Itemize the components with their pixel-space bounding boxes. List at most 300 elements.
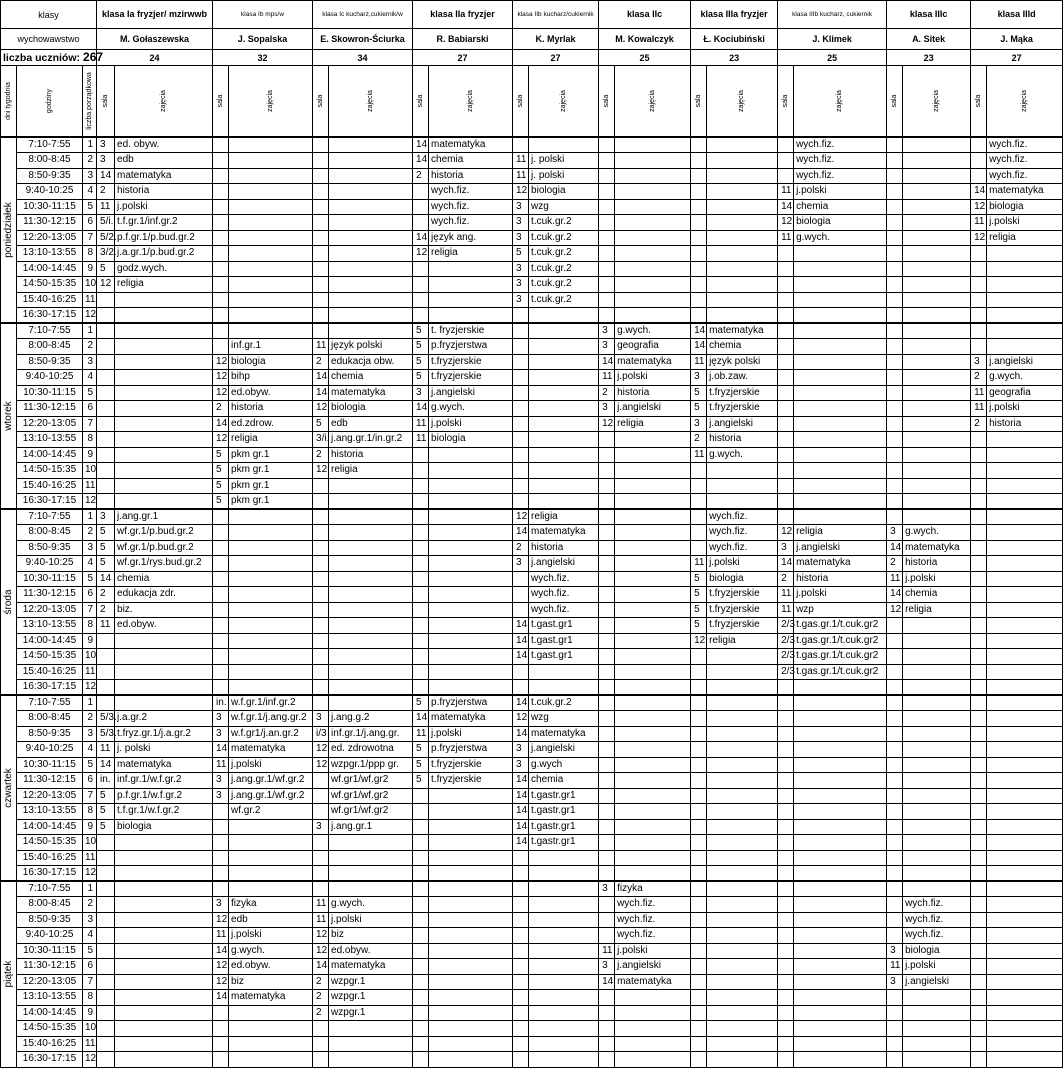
room <box>599 788 615 804</box>
subject <box>615 1005 691 1021</box>
room <box>213 153 229 169</box>
subject <box>794 897 887 913</box>
room <box>887 230 903 246</box>
subject <box>229 277 313 293</box>
subject: t.gas.gr.1/t.cuk.gr2 <box>794 649 887 665</box>
room <box>778 246 794 262</box>
room: 2 <box>413 168 429 184</box>
subject <box>794 850 887 866</box>
room <box>97 478 115 494</box>
subject: t.cuk.gr.2 <box>529 695 599 711</box>
lesson-number: 11 <box>83 1036 97 1052</box>
subject <box>429 1021 513 1037</box>
room <box>313 509 329 525</box>
room <box>778 261 794 277</box>
lesson-number: 8 <box>83 246 97 262</box>
subject: wych.fiz. <box>794 137 887 153</box>
subject <box>615 1021 691 1037</box>
lesson-hours: 14:50-15:35 <box>17 277 83 293</box>
subject: biologia <box>329 401 413 417</box>
subject <box>903 416 971 432</box>
subject <box>615 835 691 851</box>
lesson-hours: 12:20-13:05 <box>17 788 83 804</box>
room: 3 <box>313 819 329 835</box>
room <box>971 773 987 789</box>
lesson-hours: 7:10-7:55 <box>17 881 83 897</box>
room <box>513 463 529 479</box>
lesson-number: 7 <box>83 974 97 990</box>
room <box>513 866 529 882</box>
room <box>599 819 615 835</box>
room <box>887 184 903 200</box>
table-row <box>1 370 1063 386</box>
room <box>313 788 329 804</box>
lesson-number: 6 <box>83 959 97 975</box>
lesson-hours: 12:20-13:05 <box>17 230 83 246</box>
room <box>887 401 903 417</box>
subject <box>115 478 213 494</box>
room <box>691 540 707 556</box>
subject <box>707 292 778 308</box>
lesson-hours: 11:30-12:15 <box>17 773 83 789</box>
subject <box>429 912 513 928</box>
room <box>213 230 229 246</box>
subject: wych.fiz. <box>987 168 1063 184</box>
subject <box>115 881 213 897</box>
subject <box>987 804 1063 820</box>
day-name-cell <box>1 323 17 509</box>
table-row <box>1 773 1063 789</box>
table-row <box>1 292 1063 308</box>
subject <box>987 773 1063 789</box>
room <box>213 571 229 587</box>
room <box>413 199 429 215</box>
room: 12 <box>313 463 329 479</box>
subject <box>707 912 778 928</box>
subject <box>794 339 887 355</box>
subject <box>329 881 413 897</box>
room <box>887 928 903 944</box>
subject: w.f.gr.1/inf.gr.2 <box>229 695 313 711</box>
room: 14 <box>413 230 429 246</box>
subject <box>903 680 971 696</box>
subject <box>615 726 691 742</box>
room <box>887 742 903 758</box>
subject <box>794 401 887 417</box>
room <box>971 587 987 603</box>
lesson-hours: 8:00-8:45 <box>17 339 83 355</box>
room <box>313 230 329 246</box>
room <box>599 463 615 479</box>
subject: g.wych <box>529 757 599 773</box>
room <box>887 292 903 308</box>
subject <box>903 1021 971 1037</box>
subject <box>615 168 691 184</box>
room: 3 <box>213 897 229 913</box>
room <box>691 726 707 742</box>
subject: historia <box>329 447 413 463</box>
subject <box>229 153 313 169</box>
col-subject-label <box>903 66 971 138</box>
room <box>691 788 707 804</box>
subject <box>987 866 1063 882</box>
subject: p.f.gr.1/w.f.gr.2 <box>115 788 213 804</box>
lesson-number: 5 <box>83 943 97 959</box>
room: 14 <box>413 153 429 169</box>
room <box>513 401 529 417</box>
room <box>313 571 329 587</box>
subject <box>707 881 778 897</box>
subject <box>707 463 778 479</box>
subject: t.fryzjerskie <box>429 354 513 370</box>
subject: biologia <box>707 571 778 587</box>
subject <box>229 261 313 277</box>
day-name: czwartek <box>2 768 14 808</box>
subject <box>707 494 778 510</box>
room <box>691 509 707 525</box>
subject <box>115 850 213 866</box>
room <box>97 664 115 680</box>
room: 2 <box>97 184 115 200</box>
lesson-number: 6 <box>83 587 97 603</box>
subject <box>615 184 691 200</box>
subject: chemia <box>707 339 778 355</box>
subject <box>229 509 313 525</box>
subject <box>229 866 313 882</box>
room: 14 <box>213 990 229 1006</box>
subject <box>615 215 691 231</box>
subject <box>794 308 887 324</box>
room <box>778 835 794 851</box>
class-name: klasa Ib mps/w <box>213 1 313 29</box>
room: 5 <box>213 447 229 463</box>
room <box>513 602 529 618</box>
lesson-hours: 14:00-14:45 <box>17 1005 83 1021</box>
subject <box>903 246 971 262</box>
subject <box>329 199 413 215</box>
subject: wzp <box>794 602 887 618</box>
room <box>213 587 229 603</box>
subject <box>987 726 1063 742</box>
table-row <box>1 494 1063 510</box>
subject: t.cuk.gr.2 <box>529 277 599 293</box>
subject <box>903 463 971 479</box>
room <box>97 494 115 510</box>
subject <box>987 788 1063 804</box>
room: 2 <box>313 990 329 1006</box>
subject: chemia <box>903 587 971 603</box>
lesson-number: 5 <box>83 199 97 215</box>
room <box>97 385 115 401</box>
room <box>691 308 707 324</box>
lesson-hours: 12:20-13:05 <box>17 602 83 618</box>
subject <box>115 990 213 1006</box>
subject <box>615 618 691 634</box>
subject <box>903 385 971 401</box>
subject <box>707 1005 778 1021</box>
room: 14 <box>313 385 329 401</box>
room <box>691 649 707 665</box>
lesson-number: 4 <box>83 184 97 200</box>
subject: t.fryzjerskie <box>707 602 778 618</box>
room <box>313 602 329 618</box>
subject <box>115 664 213 680</box>
room <box>691 494 707 510</box>
room: 5 <box>413 695 429 711</box>
room <box>97 850 115 866</box>
lesson-hours: 8:00-8:45 <box>17 525 83 541</box>
room <box>691 463 707 479</box>
room <box>513 323 529 339</box>
subject <box>115 959 213 975</box>
subject <box>115 354 213 370</box>
subject: t.f.gr.1/inf.gr.2 <box>115 215 213 231</box>
room: 3 <box>971 354 987 370</box>
subject <box>529 463 599 479</box>
subject: język polski <box>707 354 778 370</box>
lesson-number: 10 <box>83 835 97 851</box>
room <box>778 494 794 510</box>
subject: matematyka <box>707 323 778 339</box>
room <box>971 509 987 525</box>
subject: j.a.gr.2 <box>115 711 213 727</box>
lesson-number: 1 <box>83 881 97 897</box>
subject <box>329 168 413 184</box>
room <box>887 385 903 401</box>
subject: j. polski <box>529 168 599 184</box>
subject <box>987 711 1063 727</box>
col-lp-label-text: liczba porządkowa <box>85 72 93 130</box>
subject <box>707 897 778 913</box>
subject <box>987 277 1063 293</box>
room: 14 <box>513 525 529 541</box>
lesson-number: 1 <box>83 695 97 711</box>
room <box>887 246 903 262</box>
subject <box>794 277 887 293</box>
room: 14 <box>513 726 529 742</box>
subject <box>329 1036 413 1052</box>
subject <box>707 990 778 1006</box>
room <box>778 416 794 432</box>
subject <box>115 928 213 944</box>
room <box>513 912 529 928</box>
subject <box>903 432 971 448</box>
subject: religia <box>794 525 887 541</box>
subject <box>115 1021 213 1037</box>
room <box>313 649 329 665</box>
subject: ed. obyw. <box>115 137 213 153</box>
room <box>413 835 429 851</box>
room <box>599 137 615 153</box>
subject <box>987 261 1063 277</box>
class-student-count: 23 <box>887 50 971 66</box>
room <box>691 881 707 897</box>
room <box>778 726 794 742</box>
subject <box>329 277 413 293</box>
room: 12 <box>513 509 529 525</box>
room <box>887 478 903 494</box>
subject <box>707 866 778 882</box>
subject <box>903 819 971 835</box>
lesson-number: 2 <box>83 339 97 355</box>
klasy-label: klasy <box>1 1 97 29</box>
subject <box>707 153 778 169</box>
subject <box>329 866 413 882</box>
subject <box>987 928 1063 944</box>
room <box>313 1021 329 1037</box>
subject: religia <box>615 416 691 432</box>
subject: t.cuk.gr.2 <box>529 230 599 246</box>
room <box>513 587 529 603</box>
class-student-count: 23 <box>691 50 778 66</box>
subject <box>529 385 599 401</box>
room <box>599 478 615 494</box>
room <box>971 943 987 959</box>
subject <box>529 680 599 696</box>
subject: biz. <box>115 602 213 618</box>
class-tutor: M. Kowalczyk <box>599 29 691 50</box>
room <box>971 633 987 649</box>
room <box>313 184 329 200</box>
subject <box>229 292 313 308</box>
lesson-hours: 14:50-15:35 <box>17 649 83 665</box>
subject: ed.obyw. <box>229 959 313 975</box>
room <box>778 1021 794 1037</box>
subject <box>429 277 513 293</box>
subject: godz.wych. <box>115 261 213 277</box>
room: 3 <box>513 277 529 293</box>
room: 12 <box>599 416 615 432</box>
room <box>691 928 707 944</box>
room: 14 <box>97 757 115 773</box>
room: 11 <box>691 354 707 370</box>
subject <box>429 571 513 587</box>
subject: j. polski <box>529 153 599 169</box>
subject: wych.fiz. <box>529 571 599 587</box>
room <box>513 959 529 975</box>
room <box>887 711 903 727</box>
subject: język polski <box>329 339 413 355</box>
subject <box>329 525 413 541</box>
col-room-label <box>413 66 429 138</box>
subject <box>615 478 691 494</box>
subject: wych.fiz. <box>707 509 778 525</box>
room <box>778 277 794 293</box>
room <box>971 835 987 851</box>
room <box>97 354 115 370</box>
room <box>778 959 794 975</box>
day-name: wtorek <box>2 401 14 431</box>
subject <box>615 556 691 572</box>
subject <box>794 447 887 463</box>
col-subject-label <box>115 66 213 138</box>
room <box>778 757 794 773</box>
col-subject-label <box>329 66 413 138</box>
lesson-number: 5 <box>83 757 97 773</box>
subject <box>429 478 513 494</box>
subject <box>329 540 413 556</box>
subject <box>429 835 513 851</box>
subject <box>794 943 887 959</box>
lesson-number: 8 <box>83 804 97 820</box>
room: 14 <box>513 788 529 804</box>
room <box>887 199 903 215</box>
subject <box>903 866 971 882</box>
subject <box>987 1036 1063 1052</box>
subject <box>903 354 971 370</box>
room: 5/2. <box>97 230 115 246</box>
subject: religia <box>115 277 213 293</box>
table-row <box>1 153 1063 169</box>
subject <box>115 385 213 401</box>
subject <box>987 602 1063 618</box>
room: 14 <box>778 199 794 215</box>
room: 3 <box>97 137 115 153</box>
subject: inf.gr.1/w.f.gr.2 <box>115 773 213 789</box>
subject <box>794 711 887 727</box>
subject: t.fryzjerskie <box>707 587 778 603</box>
room: 12 <box>213 432 229 448</box>
table-row <box>1 447 1063 463</box>
room: 12 <box>213 385 229 401</box>
room <box>599 432 615 448</box>
room <box>778 153 794 169</box>
subject <box>329 664 413 680</box>
subject: t.cuk.gr.2 <box>529 215 599 231</box>
subject: t.fryzjerskie <box>429 370 513 386</box>
room: 5/i. <box>97 215 115 231</box>
room <box>413 587 429 603</box>
table-row <box>1 556 1063 572</box>
table-row <box>1 416 1063 432</box>
room: 2 <box>213 401 229 417</box>
lesson-hours: 11:30-12:15 <box>17 215 83 231</box>
subject: j.angielski <box>707 416 778 432</box>
subject <box>429 928 513 944</box>
subject <box>529 881 599 897</box>
table-row <box>1 819 1063 835</box>
room: 2 <box>778 571 794 587</box>
subject: t.fryzjerskie <box>707 618 778 634</box>
subject <box>529 1021 599 1037</box>
room: 5 <box>691 401 707 417</box>
table-row <box>1 649 1063 665</box>
room <box>413 478 429 494</box>
subject <box>987 897 1063 913</box>
col-subject-label-text: zajęcia <box>836 90 844 112</box>
subject <box>229 168 313 184</box>
room <box>971 680 987 696</box>
subject <box>794 912 887 928</box>
subject <box>329 556 413 572</box>
room: 14 <box>97 168 115 184</box>
subject: p.f.gr.1/p.bud.gr.2 <box>115 230 213 246</box>
room <box>691 137 707 153</box>
subject: matematyka <box>115 757 213 773</box>
room <box>599 168 615 184</box>
subject <box>115 494 213 510</box>
subject: fizyka <box>229 897 313 913</box>
room <box>313 494 329 510</box>
subject: j.polski <box>429 416 513 432</box>
subject: t.gas.gr.1/t.cuk.gr2 <box>794 633 887 649</box>
room <box>691 1036 707 1052</box>
room <box>97 463 115 479</box>
subject <box>229 184 313 200</box>
room <box>413 447 429 463</box>
subject <box>229 680 313 696</box>
subject <box>529 928 599 944</box>
